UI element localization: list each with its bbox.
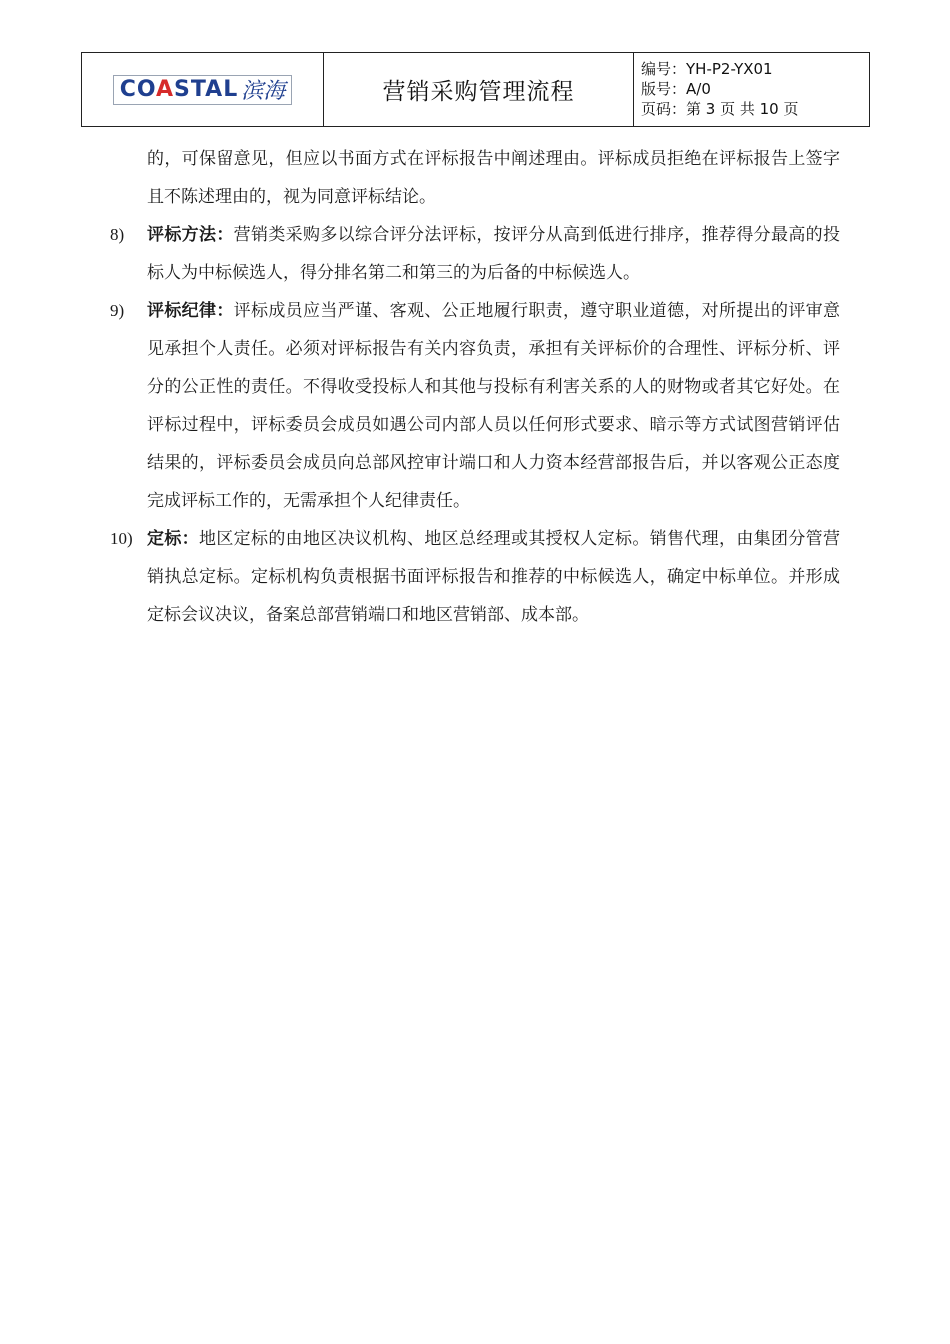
list-item — [110, 520, 840, 634]
title-cell — [324, 53, 634, 126]
item-label: 评标方法： — [147, 225, 234, 245]
page-number: 页码：第 3 页 共 10 页 — [641, 100, 799, 118]
logo-cell — [82, 53, 324, 126]
logo-text-en: COASTAL — [119, 77, 239, 102]
document-title: 营销采购管理流程 — [382, 79, 575, 105]
item-number: 10) — [110, 529, 133, 548]
company-logo — [113, 75, 293, 105]
item-body — [147, 520, 840, 634]
document-version: 版号：A/0 — [641, 80, 711, 98]
continuation-paragraph: 的，可保留意见，但应以书面方式在评标报告中阐述理由。评标成员拒绝在评标报告上签字且不陈述理由的，视为同意评标结论。 — [147, 149, 840, 207]
document-body — [110, 140, 840, 634]
item-body — [147, 216, 840, 292]
item-text: 评标成员应当严谨、客观、公正地履行职责，遵守职业道德，对所提出的评审意见承担个人责任。必须对评标报告有关内容负责，承担有关评标价的合理性、评标分析、评分的公正性的责任。不得收受投标人和其他与投标有利害关系的人的财物或者其它好处。在评标过程中，评标委员会成员如遇公司内部人员以任何形式要求、暗示等方式试图营销评估结果的，评标委员会成员向总部风控审计端口和人力资本经营部报告后，并以客观公正态度完成评标工作的，无需承担个人纪律责任。 — [147, 301, 841, 511]
item-number: 8) — [110, 225, 125, 244]
list-item — [110, 216, 840, 292]
list-item — [110, 292, 840, 520]
meta-cell — [634, 53, 869, 126]
document-code: 编号：YH-P2-YX01 — [641, 60, 773, 78]
item-label: 评标纪律： — [147, 301, 234, 321]
item-body — [147, 292, 840, 520]
item-text: 营销类采购多以综合评分法评标，按评分从高到低进行排序，推荐得分最高的投标人为中标候选人，得分排名第二和第三的为后备的中标候选人。 — [147, 225, 841, 283]
item-number: 9) — [110, 301, 125, 320]
item-label: 定标： — [147, 529, 199, 549]
logo-text-cn: 滨海 — [241, 79, 286, 104]
document-header — [81, 52, 870, 127]
item-text: 地区定标的由地区决议机构、地区总经理或其授权人定标。销售代理，由集团分管营销执总定标。定标机构负责根据书面评标报告和推荐的中标候选人，确定中标单位。并形成定标会议决议，备案总部营销端口和地区营销部、成本部。 — [147, 529, 840, 625]
